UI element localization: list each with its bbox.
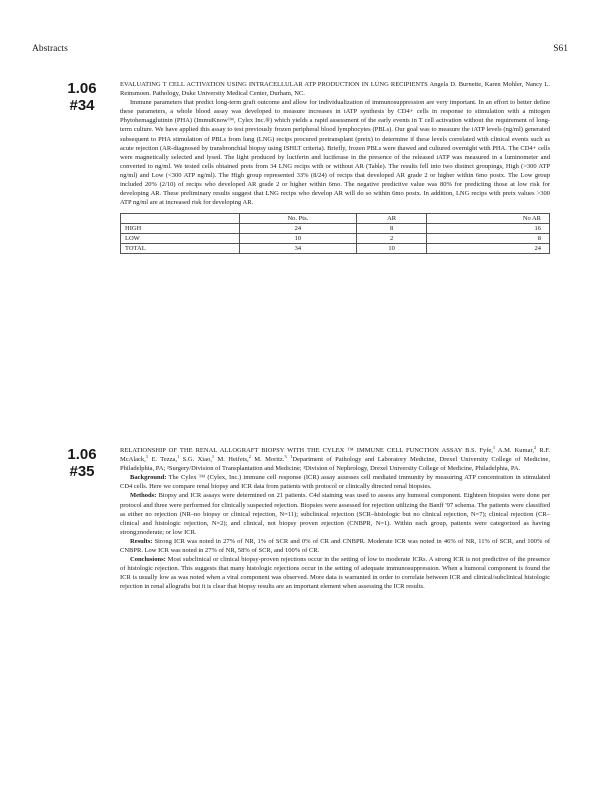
table-row [121,224,550,234]
abstract-authors: Angela D. Burnette, Karen Mohler, Nancy L. Reinsmoen. Pathology, Duke University Medical Center, Durham, NC. [120,81,550,98]
table-cell: 2 [356,234,427,244]
conclusions-text: Most subclinical or clinical biopsy-proven rejections occur in the setting of low to moderate ICRs. A strong ICR is not predictive of the presence of histologic rejection. This suggests that many histologic rejections occur in the setting of adequate immunosuppression. When a humoral component is found the ICR is usually low as was noted when a viral component was observed. More data is warranted in order to correlate between ICR and clinical/subclinical histologic rejection in renal allografts but it is clear that biopsy results are an important element when assessing the ICR results. [120,556,551,591]
table-cell: TOTAL [121,244,240,254]
table-row [121,244,550,254]
results-label: Results: [130,537,153,545]
section-title: Abstracts [32,44,68,54]
table-cell: HIGH [121,224,240,234]
background-label: Background: [130,474,167,482]
conclusions-paragraph [120,555,550,591]
running-header [32,44,568,56]
methods-label: Methods: [130,492,157,500]
methods-paragraph [120,491,550,536]
table-cell: 8 [427,234,550,244]
abstract-affiliations: Department of Pathology and Laboratory Medicine, Drexel University College of Medicine, Philadelphia, PA; ²Surgery/Division of Transplantation and Medicine; ³Division of Nephrology, Drexel University College of Medicine, Philadelphia, PA. [120,456,550,473]
session-number: 1.06 [67,446,97,463]
page-number: S61 [553,44,568,54]
table-header-row [121,214,550,224]
results-paragraph [120,537,550,555]
table-cell: 24 [240,224,357,234]
abstract-authors: B.S. Fyfe, [465,447,493,454]
abstract-body [120,446,550,592]
table-cell: 8 [356,224,427,234]
table-header-cell [121,214,240,224]
abstract-title: RELATIONSHIP OF THE RENAL ALLOGRAFT BIOPSY WITH THE CYLEX ™ IMMUNE CELL FUNCTION ASSAY [120,447,463,454]
abstract-id: #35 [69,463,95,480]
results-table [120,213,550,254]
abstract-heading: RELATIONSHIP OF THE RENAL ALLOGRAFT BIOPSY WITH THE CYLEX ™ IMMUNE CELL FUNCTION ASSAY B.S. Fyfe,$^1$ A.M. Kumar,$^2$ R.F. McAlack,$^1$ E. Tezza,$^1$ S.G. Xiao,$^1$ M. Heifets,$^2$ M. Moritz.$^3$ $^1$Department of Pathology and Laboratory Medicine, Drexel University College of Medicine, Philadelphia, PA; ²Surgery/Division of Transplantation and Medicine; ³Division of Nephrology, Drexel University College of Medicine, Philadelphia, PA. [120,444,551,473]
table-cell: 10 [240,234,357,244]
table-row [121,234,550,244]
table-header-cell: No. Pts. [240,214,357,224]
table-header-cell: No AR [427,214,550,224]
abstract-title: EVALUATING T CELL ACTIVATION USING INTRACELLULAR ATP PRODUCTION IN LUNG RECIPIENTS [120,81,428,88]
background-text: The Cylex ™ (Cylex, Inc.) immune cell response (ICR) assay assesses cell mediated immunity by measuring ATP concentration in stimulated CD4 cells. Here we compare renal biopsy and ICR data from patients with protocol or clinically directed renal biopsies. [120,474,550,491]
table-cell: 16 [427,224,550,234]
table-cell: 10 [356,244,427,254]
table-cell: LOW [121,234,240,244]
table-cell: 24 [427,244,550,254]
abstract-number [60,446,104,480]
abstract-heading [120,80,550,98]
background-paragraph [120,473,550,491]
abstract-body [120,80,550,254]
conclusions-label: Conclusions: [130,556,166,564]
session-number: 1.06 [67,80,97,97]
abstract-number [60,80,104,114]
abstract-text: Immune parameters that predict long-term graft outcome and allow for individualization of immunosuppression are very important. In an effort to better define these parameters, a whole blood assay was developed to measure increases in iATP synthesis by CD4+ cells in response to stimulation with a mitogen Phytohemagglutinin (PHA) (ImmuKnow™, Cylex Inc.®) which yields a rapid assessment of the early events in T cell activation without the requirement of long-term culture. We have applied this assay to test previously frozen peripheral blood lymphocytes (PBLs). Our goal was to measure the iATP levels (ng/ml) generated subsequent to PHA stimulation of PBLs from lung (LNG) recips procured pretransplant (pretx) to determine if these levels correlated with clinical events such as acute rejection (AR-diagnosed by transbronchial biopsy using ISHLT criteria). Briefly, frozen PBLs were thawed and cultured overnight with PHA. The CD4+ cells were magnetically selected and lysed. The light produced by luciferin and luciferase in the presence of the released iATP was measured in a luminometer and converted to ng/ml. We tested cells obtained prets from 34 LNG recips with or without AR (Table). The results fell into two distinct groupings, High (>300 ATP ng/ml) and Low (<300 ATP ng/ml). The High group represented 33% (8/24) of recips that developed AR grade 2 or higher within 6mo postx. The Low group included 20% (2/10) of recips who developed AR grade 2 or higher within 6mo. The negative predictive value was 80% for predicting those at low risk for developing AR. These preliminary results suggest that LNG recips who develop AR will do so within 6mo postx. In addition, LNG recips with pretx values >300 ATP ng/ml are at increased risk for developing AR. [120,99,550,207]
results-text: Strong ICR was noted in 27% of NR, 1% of SCR and 0% of CR and CNBPR. Moderate ICR was noted in 46% of NR, 11% of SCR, and 100% of CNBPR. Low ICR was noted in 27% of NR, 58% of SCR, and 100% of CR. [120,537,550,555]
abstract-id: #34 [69,97,95,114]
methods-text: Biopsy and ICR assays were determined on 21 patients. C4d staining was used to assess any humoral component. Eighteen biopsies were done per protocol and three were performed for clinically suspected rejection. Biopsies were assessed for rejection utilizing the Banff '97 schema. The patients were classified as either no rejection (NR–no biopsy or clinical rejection, N=11); subclinical rejection (SCR–histologic but no clinical rejection, N=7); clinical rejection (CR–clinical and histologic rejection, N=2); and clinical, not biopsy proven rejection (CNBPR, N=1). Within each group, patients were categorized as having strong;moderate; or low ICR. [120,492,550,536]
table-header-cell: AR [356,214,427,224]
table-cell: 34 [240,244,357,254]
